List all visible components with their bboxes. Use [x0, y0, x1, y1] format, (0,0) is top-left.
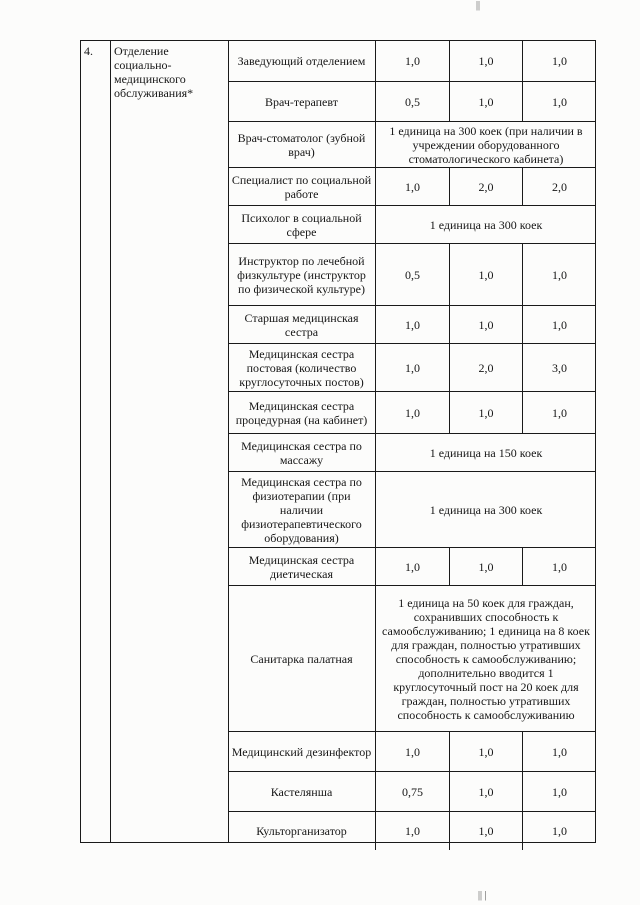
value-cell-3: 1,0: [552, 94, 567, 109]
value-cell-3: 1,0: [552, 744, 567, 759]
value-cell-2: 1,0: [450, 732, 523, 771]
page-mark-top: ||: [476, 0, 481, 11]
position-cell: Медицинский дезинфектор: [228, 732, 376, 771]
table-row: [228, 472, 596, 548]
table-row: [228, 732, 596, 772]
position-cell: Врач-терапевт: [228, 82, 376, 121]
note-cell: 1 единица на 300 коек: [429, 217, 543, 232]
value-cell-1: 1,0: [376, 732, 450, 771]
value-cell-2: 1,0: [450, 40, 523, 81]
position-cell: Врач-стоматолог (зубной врач): [228, 122, 376, 167]
table-row: [228, 40, 596, 82]
table-row: [228, 344, 596, 392]
table-row: [228, 392, 596, 434]
table-row: [228, 206, 596, 244]
department-name: Отделение социально-медицинского обслуживания*: [114, 44, 194, 100]
position-cell: Заведующий отделением: [228, 40, 376, 81]
value-cell-1: 1,0: [376, 392, 450, 433]
value-cell-3: 2,0: [552, 179, 567, 194]
value-cell-2: 1,0: [450, 306, 523, 343]
value-cell-3: 1,0: [552, 267, 567, 282]
value-cell-1: 1,0: [376, 306, 450, 343]
table-divider: [110, 40, 111, 843]
value-cell-1: 0,75: [376, 772, 450, 811]
position-cell: Медицинская сестра по физиотерапии (при наличии физиотерапевтического оборудования): [228, 472, 376, 547]
position-cell: Старшая медицинская сестра: [228, 306, 376, 343]
value-cell-3: 1,0: [552, 317, 567, 332]
value-cell-2: 2,0: [450, 344, 523, 391]
value-cell-1: 1,0: [376, 168, 450, 205]
table-row: [228, 434, 596, 472]
value-cell-1: 1,0: [376, 812, 450, 850]
table-row: [228, 82, 596, 122]
value-cell-2: 1,0: [450, 392, 523, 433]
note-cell: 1 единица на 300 коек (при наличии в учреждении оборудованного стоматологического кабинета): [389, 123, 583, 166]
note-cell: 1 единица на 150 коек: [429, 445, 543, 460]
table-row: [228, 812, 596, 850]
value-cell-3: 1,0: [552, 559, 567, 574]
section-number: 4.: [84, 44, 93, 58]
table-row: [228, 306, 596, 344]
value-cell-2: 1,0: [450, 548, 523, 585]
note-cell: 1 единица на 50 коек для граждан, сохранивших способность к самообслуживанию; 1 единица на 8 коек для граждан, полностью утративших способность к самообслуживанию; дополнительно вводится 1 круглосуточный пост на 20 коек для граждан, полностью утративших способность к самообслуживанию: [382, 595, 590, 722]
position-cell: Культорганизатор: [228, 812, 376, 850]
position-cell: Медицинская сестра по массажу: [228, 434, 376, 471]
table-row: [228, 244, 596, 306]
table-row: [228, 586, 596, 732]
value-cell-1: 1,0: [376, 40, 450, 81]
note-cell: 1 единица на 300 коек: [429, 502, 543, 517]
value-cell-2: 1,0: [450, 244, 523, 305]
page-mark-bottom: || |: [478, 890, 487, 901]
table-row: [228, 168, 596, 206]
value-cell-1: 1,0: [376, 344, 450, 391]
value-cell-2: 1,0: [450, 772, 523, 811]
position-cell: Психолог в социальной сфере: [228, 206, 376, 243]
position-cell: Медицинская сестра процедурная (на кабинет): [228, 392, 376, 433]
table-row: [228, 772, 596, 812]
value-cell-3: 1,0: [552, 405, 567, 420]
value-cell-2: 2,0: [450, 168, 523, 205]
position-cell: Медицинская сестра диетическая: [228, 548, 376, 585]
value-cell-3: 3,0: [552, 360, 567, 375]
value-cell-3: 1,0: [552, 53, 567, 68]
value-cell-2: 1,0: [450, 82, 523, 121]
position-cell: Санитарка палатная: [228, 586, 376, 731]
value-cell-3: 1,0: [552, 824, 567, 838]
position-cell: Медицинская сестра постовая (количество круглосуточных постов): [228, 344, 376, 391]
value-cell-1: 1,0: [376, 548, 450, 585]
value-cell-1: 0,5: [376, 244, 450, 305]
value-cell-2: 1,0: [450, 812, 523, 850]
value-cell-1: 0,5: [376, 82, 450, 121]
value-cell-3: 1,0: [552, 784, 567, 799]
position-cell: Кастелянша: [228, 772, 376, 811]
position-cell: Инструктор по лечебной физкультуре (инструктор по физической культуре): [228, 244, 376, 305]
table-row: [228, 122, 596, 168]
position-cell: Специалист по социальной работе: [228, 168, 376, 205]
table-row: [228, 548, 596, 586]
